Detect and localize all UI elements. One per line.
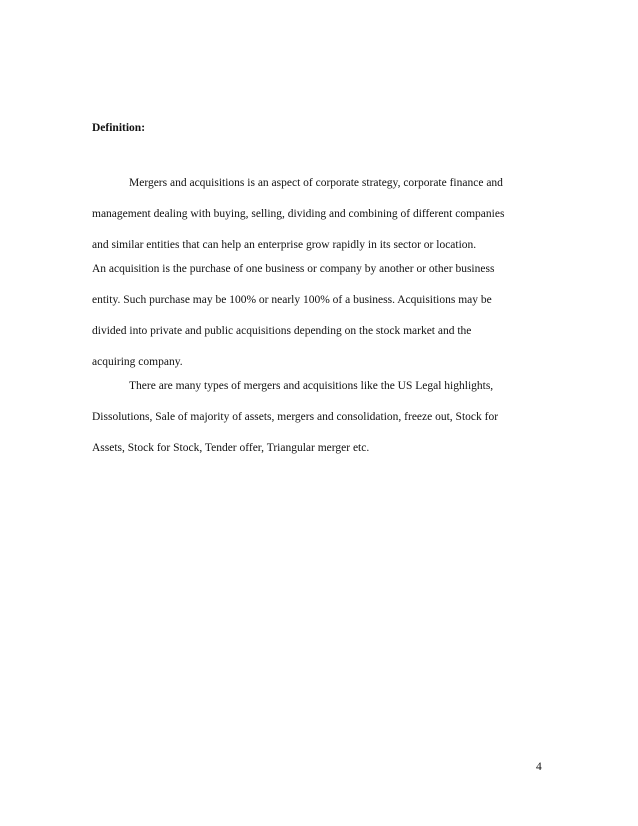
paragraph-1-line-3: and similar entities that can help an enterprise grow rapidly in its sector or location. [92,239,477,251]
body-text [92,175,548,471]
paragraph-3-line-1: There are many types of mergers and acquisitions like the US Legal highlights, [129,380,494,392]
paragraph-2-line-3: divided into private and public acquisitions depending on the stock market and the [92,325,472,337]
paragraph-2-line-2: entity. Such purchase may be 100% or nearly 100% of a business. Acquisitions may be [92,294,492,306]
section-heading: Definition: [92,122,146,134]
page-number: 4 [536,761,542,773]
paragraph-2-line-1: An acquisition is the purchase of one business or company by another or other business [92,263,495,275]
paragraph-3-line-3: Assets, Stock for Stock, Tender offer, Triangular merger etc. [92,442,370,454]
paragraph-1-line-1: Mergers and acquisitions is an aspect of corporate strategy, corporate finance and [129,177,503,189]
paragraph-1-line-2: management dealing with buying, selling, dividing and combining of different companies [92,208,505,220]
paragraph-2-line-4: acquiring company. [92,356,183,368]
paragraph-3-line-2: Dissolutions, Sale of majority of assets, mergers and consolidation, freeze out, Stock for [92,411,499,423]
